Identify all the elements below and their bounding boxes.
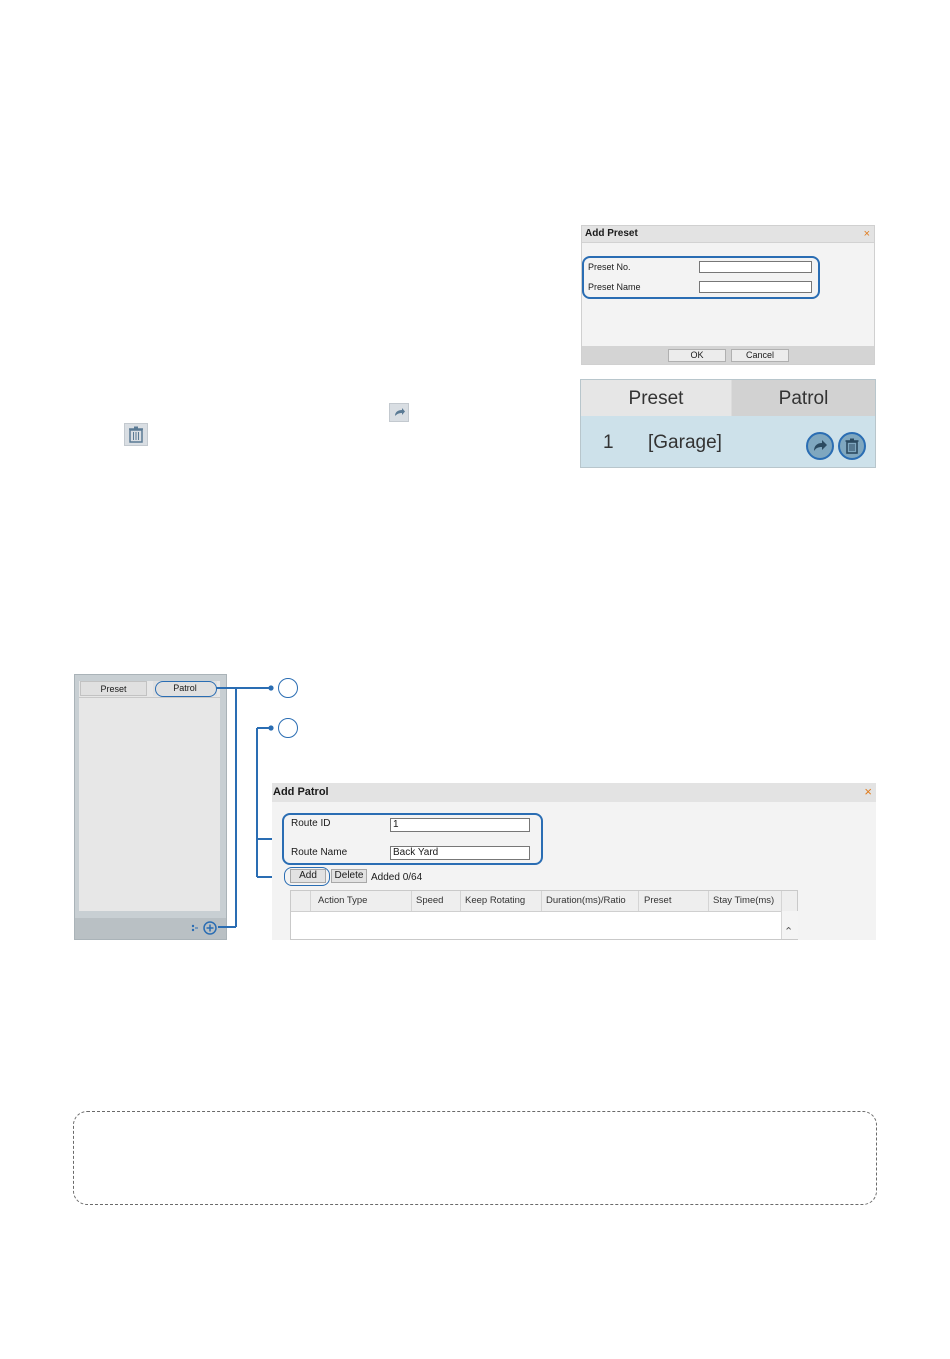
- route-name-input[interactable]: Back Yard: [390, 846, 530, 860]
- tab-preset[interactable]: Preset: [80, 681, 147, 696]
- tab-patrol[interactable]: Patrol: [732, 380, 875, 416]
- add-button-callout: [284, 867, 330, 886]
- note-box: [73, 1111, 877, 1205]
- col-preset: Preset: [644, 895, 672, 906]
- add-patrol-dialog: [272, 783, 876, 940]
- tab-patrol[interactable]: Patrol: [153, 681, 217, 696]
- dialog-title: Add Preset: [582, 226, 874, 243]
- route-name-label: Route Name: [291, 847, 348, 858]
- route-id-input[interactable]: 1: [390, 818, 530, 832]
- preset-row-name: [Garage]: [648, 432, 722, 453]
- scroll-up-icon[interactable]: ⌃: [784, 926, 794, 938]
- tab-preset[interactable]: Preset: [581, 380, 731, 416]
- col-action-type: Action Type: [318, 895, 368, 906]
- col-duration: Duration(ms)/Ratio: [546, 895, 626, 906]
- add-button[interactable]: Add: [290, 869, 326, 883]
- cancel-button[interactable]: Cancel: [731, 349, 789, 362]
- col-keep-rotating: Keep Rotating: [465, 895, 526, 906]
- action-table: [290, 890, 798, 940]
- ok-button[interactable]: OK: [668, 349, 726, 362]
- close-icon[interactable]: ×: [864, 784, 872, 799]
- dialog-title: Add Patrol: [272, 783, 876, 802]
- delete-button[interactable]: Delete: [331, 869, 367, 883]
- preset-name-label: Preset Name: [588, 282, 641, 292]
- step-marker-2: [278, 718, 298, 738]
- close-icon[interactable]: ×: [863, 228, 870, 240]
- preset-row-id: 1: [603, 432, 614, 453]
- added-count: Added 0/64: [371, 872, 423, 883]
- preset-no-label: Preset No.: [588, 262, 631, 272]
- route-fields-callout: [282, 813, 543, 865]
- route-id-label: Route ID: [291, 818, 331, 829]
- col-speed: Speed: [416, 895, 444, 906]
- col-stay-time: Stay Time(ms): [713, 895, 775, 906]
- step-marker-1: [278, 678, 298, 698]
